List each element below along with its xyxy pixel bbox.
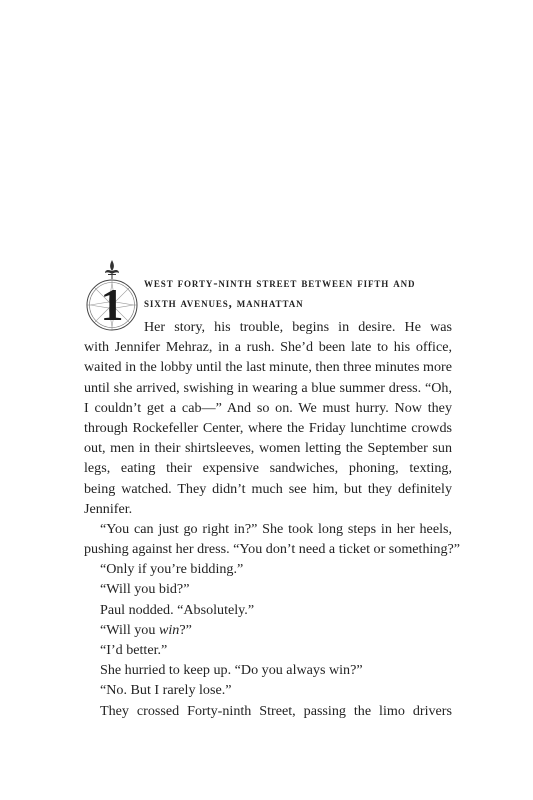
paragraph-line: Paul nodded. “Absolutely.”	[100, 601, 255, 618]
paragraph-line: out, men in their shirtsleeves, women letting the September sun	[84, 440, 452, 457]
body-text	[84, 317, 461, 721]
paragraph-line: They crossed Forty-ninth Street, passing the limo drivers	[100, 702, 452, 719]
paragraph-line: Her story, his trouble, begins in desire. He was	[144, 319, 452, 335]
paragraph-line: She hurried to keep up. “Do you always win?”	[100, 662, 363, 679]
paragraph-line: legs, eating their expensive sandwiches, phoning, texting,	[84, 460, 452, 477]
paragraph-line: through Rockefeller Center, where the Friday lunchtime crowds	[84, 419, 452, 436]
chapter-number: 1	[100, 279, 124, 330]
paragraph-line: pushing against her dress. “You don’t need a ticket or something?”	[84, 541, 461, 558]
emphasized-word: win	[158, 621, 180, 638]
paragraph-line: I couldn’t get a cab—” And so on. We must hurry. Now they	[84, 399, 452, 416]
paragraph-line: being watched. They didn’t much see him, but they definitely	[84, 480, 452, 497]
paragraph-line: Jennifer.	[84, 500, 133, 517]
paragraph-line: with Jennifer Mehraz, in a rush. She’d been late to his office,	[84, 339, 452, 356]
paragraph-line: “You can just go right in?” She took long steps in her heels,	[100, 520, 452, 537]
dialogue-text: “Will you	[100, 621, 159, 638]
paragraph-line	[84, 620, 452, 640]
chapter-heading-line-2: sixth avenues, manhattan	[144, 296, 304, 310]
paragraph-line: “No. But I rarely lose.”	[100, 682, 232, 699]
paragraph-line: waited in the lobby until the last minute, then three minutes more	[84, 359, 452, 376]
dialogue-text: ?”	[179, 621, 192, 638]
paragraph-line: “Will you bid?”	[100, 581, 190, 598]
chapter-heading-line-1: west forty-ninth street between fifth and	[144, 276, 416, 290]
paragraph-line: “I’d better.”	[100, 642, 168, 658]
paragraph-line: until she arrived, swishing in wearing a blue summer dress. “Oh,	[84, 379, 452, 396]
paragraph-line: “Only if you’re bidding.”	[100, 561, 244, 578]
